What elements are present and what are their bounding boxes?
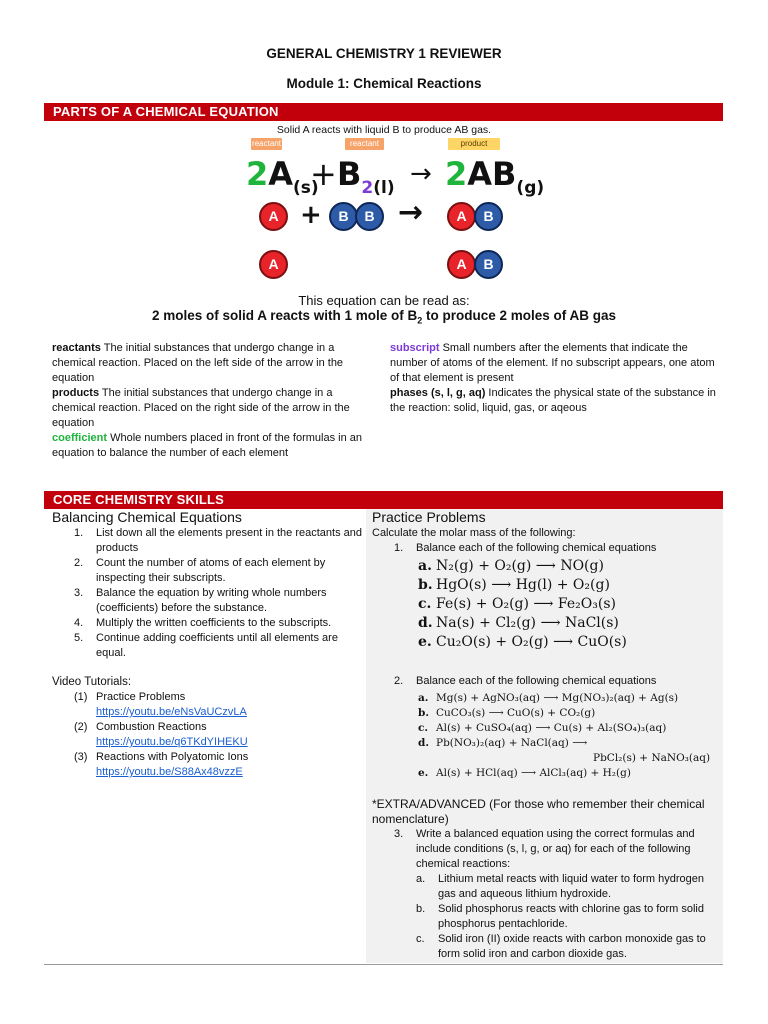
equation-letter: b. — [418, 577, 433, 593]
equation-diagram — [0, 124, 768, 334]
definition-phases — [390, 386, 716, 416]
equation: Mg(s) + AgNO₃(aq) ⟶ Mg(NO₃)₂(aq) + Ag(s) — [436, 692, 679, 704]
equation-letter: e. — [418, 767, 429, 779]
atom-b-icon: B — [329, 202, 358, 231]
atom-a-icon: A — [259, 202, 288, 231]
video-item — [44, 750, 362, 780]
equation-letter: a. — [418, 558, 432, 574]
list-item — [366, 932, 723, 962]
item-letter: b. — [416, 903, 426, 915]
equation: Al(s) + CuSO₄(aq) ⟶ Cu(s) + Al₂(SO₄)₃(aq) — [436, 722, 667, 734]
equation-letter: a. — [418, 692, 429, 704]
video-label: Combustion Reactions — [96, 721, 207, 733]
list-item — [366, 872, 723, 902]
equation-row — [418, 614, 723, 633]
compound-ab: AB — [467, 155, 517, 193]
equation: Na(s) + Cl₂(g) ⟶ NaCl(s) — [436, 615, 619, 631]
equation: Fe(s) + O₂(g) ⟶ Fe₂O₃(s) — [436, 596, 616, 612]
diagram-caption: Solid A reacts with liquid B to produce AB gas. — [276, 124, 492, 136]
equation-letter: e. — [418, 634, 432, 650]
balancing-column — [44, 509, 362, 780]
question-2: 2. Balance each of the following chemical equations — [394, 675, 657, 687]
video-link[interactable]: https://youtu.be/q6TKdYIHEKU — [96, 736, 248, 748]
video-item — [44, 720, 362, 750]
equation-reactant-b — [337, 154, 395, 208]
question-text: Balance each of the following chemical equations — [416, 542, 657, 554]
equation-row — [418, 706, 723, 721]
list-item — [366, 902, 723, 932]
atom-a-icon: A — [447, 202, 476, 231]
element-b: B — [337, 155, 362, 193]
phase-liquid: (l) — [373, 178, 395, 198]
equation-row — [418, 557, 723, 576]
equation-row — [418, 633, 723, 652]
list-item: 1. List down all the elements present in the reactants and products — [74, 527, 362, 554]
definition-products — [52, 386, 378, 431]
arrow-icon: → — [410, 159, 432, 189]
subscript: 2 — [361, 178, 374, 198]
question-1: 1. Balance each of the following chemical equations — [394, 542, 657, 554]
equation: Pb(NO₃)₂(aq) + NaCl(aq) ⟶ — [436, 737, 588, 749]
step-text: Multiply the written coefficients to the subscripts. — [96, 617, 332, 629]
equation-list-1 — [418, 557, 723, 652]
equation-row — [418, 751, 723, 766]
video-label: Practice Problems — [96, 691, 186, 703]
video-label: Reactions with Polyatomic Ions — [96, 751, 249, 763]
item-text: Solid phosphorus reacts with chlorine gas to form solid phosphorus pentachloride. — [438, 903, 704, 930]
equation-list-2 — [418, 691, 723, 781]
term-label: phases (s, l, g, aq) — [390, 387, 486, 399]
atom-b-icon: B — [474, 250, 503, 279]
phase-gas: (g) — [516, 178, 545, 198]
step-text: List down all the elements present in the reactants and products — [96, 527, 362, 554]
balancing-steps — [44, 526, 362, 661]
atom-b-icon: B — [474, 202, 503, 231]
term-text: The initial substances that undergo change in a chemical reaction. Placed on the left side of the arrow in the equation — [52, 342, 344, 384]
footer-divider — [44, 964, 723, 965]
statement-subscript: 2 — [417, 315, 423, 326]
term-label: coefficient — [52, 432, 108, 444]
equation: Al(s) + HCl(aq) ⟶ AlCl₃(aq) + H₂(g) — [436, 767, 631, 779]
section-header-skills: CORE CHEMISTRY SKILLS — [44, 491, 723, 509]
atom-b-icon: B — [355, 202, 384, 231]
product-tag: product — [448, 138, 500, 150]
item-text: Solid iron (II) oxide reacts with carbon monoxide gas to form solid iron and carbon dioxide gas. — [438, 933, 706, 960]
plus-sign: + — [310, 155, 337, 193]
video-item — [44, 690, 362, 720]
step-text: Balance the equation by writing whole numbers (coefficients) before the substance. — [96, 587, 327, 614]
list-item: 2. Count the number of atoms of each element by inspecting their subscripts. — [74, 557, 326, 584]
element-a: A — [268, 155, 294, 193]
definitions-right — [390, 341, 716, 416]
definition-coefficient — [52, 431, 378, 461]
question-text: Balance each of the following chemical equations — [416, 675, 657, 687]
phase-solid: (s) — [293, 178, 319, 198]
statement-part: 2 moles of solid A reacts with 1 mole of B — [151, 308, 418, 323]
term-text: Indicates the physical state of the substance in the reaction: solid, liquid, gas, or aqeous — [390, 387, 716, 414]
equation-letter: d. — [418, 615, 433, 631]
step-text: Count the number of atoms of each element by inspecting their subscripts. — [96, 557, 326, 584]
video-num: (2) — [74, 721, 88, 733]
definition-reactants — [52, 341, 378, 386]
equation-letter: b. — [418, 707, 429, 719]
question-text: Write a balanced equation using the correct formulas and include conditions (s, l, g, or aq) for each of the following chemical reactions: — [416, 828, 695, 870]
equation: CuCO₃(s) ⟶ CuO(s) + CO₂(g) — [436, 707, 596, 719]
equation-product — [445, 154, 544, 208]
term-label: subscript — [390, 342, 440, 354]
definition-subscript — [390, 341, 716, 386]
video-tutorials-heading: Video Tutorials: — [52, 676, 132, 688]
list-item: 4. Multiply the written coefficients to the subscripts. — [74, 617, 332, 629]
equation-row — [418, 595, 723, 614]
step-text: Continue adding coefficients until all elements are equal. — [96, 632, 338, 659]
reactant-tag: reactant — [252, 139, 281, 148]
list-item: 3. Balance the equation by writing whole numbers (coefficients) before the substance. — [74, 587, 327, 614]
term-label: reactants — [52, 342, 101, 354]
list-item: 5. Continue adding coefficients until all elements are equal. — [74, 632, 338, 659]
practice-heading: Practice Problems — [372, 509, 486, 525]
item-text: Lithium metal reacts with liquid water to form hydrogen gas and aqueous lithium hydroxide. — [438, 873, 704, 900]
section-header-parts: PARTS OF A CHEMICAL EQUATION — [44, 103, 723, 121]
equation: N₂(g) + O₂(g) ⟶ NO(g) — [436, 558, 604, 574]
practice-column — [366, 509, 723, 963]
equation-row — [418, 766, 723, 781]
term-text: The initial substances that undergo change in a chemical reaction. Placed on the right side of the arrow in the equation — [52, 387, 350, 429]
video-link[interactable]: https://youtu.be/S88Ax48vzzE — [96, 766, 243, 778]
document-title: GENERAL CHEMISTRY 1 REVIEWER — [266, 46, 502, 61]
equation: HgO(s) ⟶ Hg(l) + O₂(g) — [436, 577, 610, 593]
video-link[interactable]: https://youtu.be/eNsVaUCzvLA — [96, 706, 247, 718]
term-text: Whole numbers placed in front of the formulas in an equation to balance the number of each element — [52, 432, 362, 459]
coefficient: 2 — [246, 155, 269, 193]
equation-row — [418, 691, 723, 706]
equation-letter: c. — [418, 596, 432, 612]
item-letter: c. — [416, 933, 425, 945]
statement-part: to produce 2 moles of AB gas — [422, 308, 617, 323]
read-as-label: This equation can be read as: — [298, 293, 470, 308]
equation-letter: d. — [418, 737, 429, 749]
plus-sign: + — [300, 200, 322, 230]
video-num: (1) — [74, 691, 88, 703]
term-text: Small numbers after the elements that indicate the number of atoms of the element. If no subscript appears, one atom of that element is present — [390, 342, 715, 384]
item-letter: a. — [416, 873, 426, 885]
equation: PbCl₂(s) + NaNO₃(aq) — [593, 752, 711, 764]
equation-row — [418, 736, 723, 751]
equation-row — [418, 576, 723, 595]
coefficient: 2 — [445, 155, 468, 193]
video-num: (3) — [74, 751, 88, 763]
reactant-tag: reactant — [345, 138, 384, 150]
equation: Cu₂O(s) + O₂(g) ⟶ CuO(s) — [436, 634, 627, 650]
document-subtitle: Module 1: Chemical Reactions — [286, 76, 482, 91]
atom-a-icon: A — [447, 250, 476, 279]
term-label: products — [52, 387, 100, 399]
practice-description: Calculate the molar mass of the following: — [372, 527, 576, 539]
arrow-icon: → — [398, 195, 424, 230]
question-3: 3. Write a balanced equation using the correct formulas and include conditions (s, l, g, or aq) for each of the following chemical reactions: — [394, 828, 695, 870]
equation-letter: c. — [418, 722, 429, 734]
balancing-heading: Balancing Chemical Equations — [52, 509, 242, 525]
equation-row — [418, 721, 723, 736]
atom-a-icon: A — [259, 250, 288, 279]
read-as-statement — [0, 308, 768, 326]
definitions-left — [52, 341, 378, 461]
extra-advanced-heading: *EXTRA/ADVANCED (For those who remember their chemical nomenclature) — [372, 797, 705, 826]
